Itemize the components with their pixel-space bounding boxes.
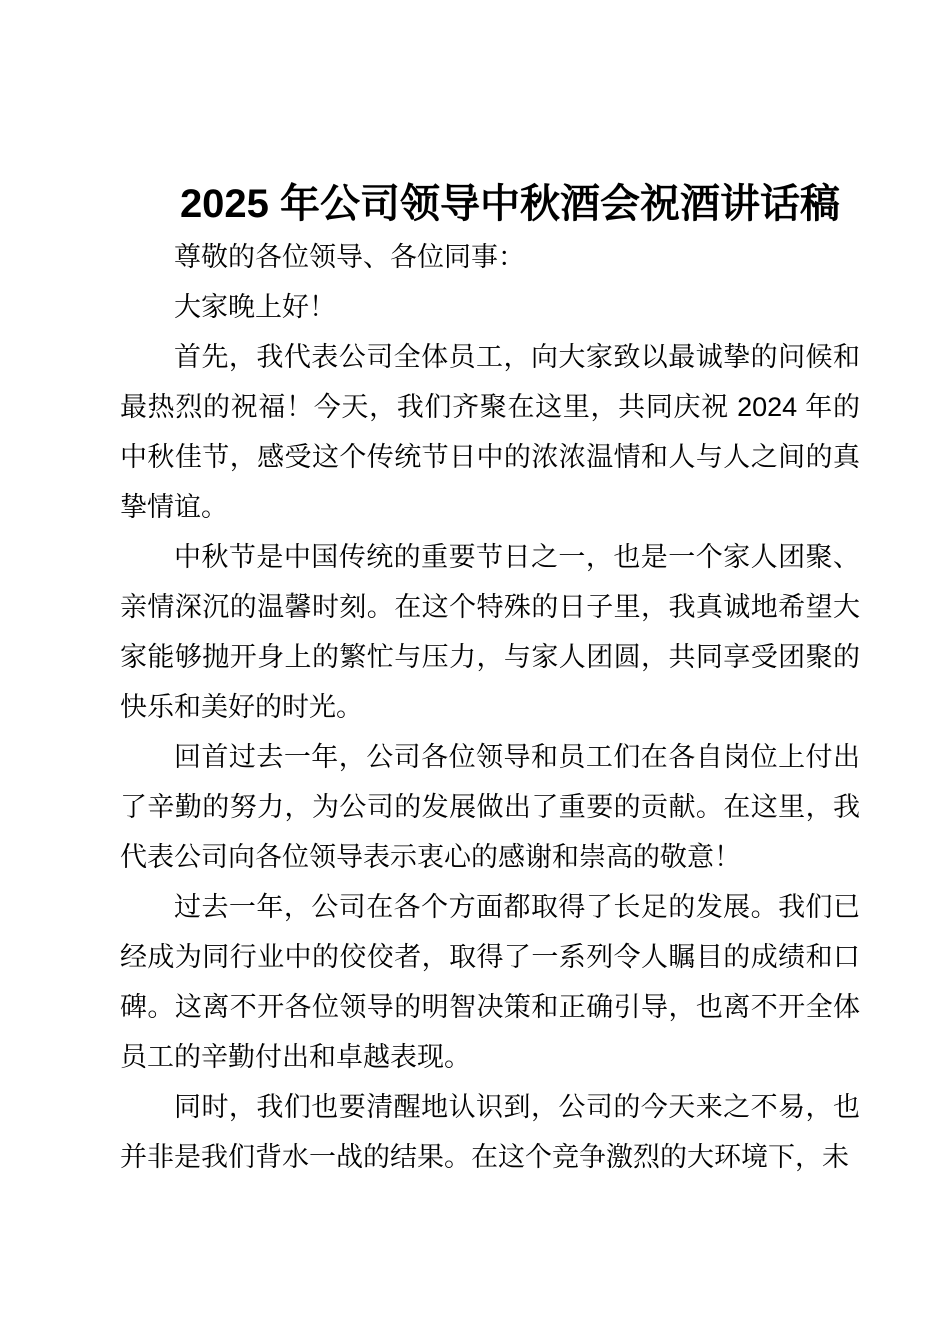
body-paragraph-4: 过去一年，公司在各个方面都取得了长足的发展。我们已经成为同行业中的佼佼者，取得了一系列令人瞩目的成绩和口碑。这离不开各位领导的明智决策和正确引导，也离不开全体员工的辛勤付出和卓越表现。 bbox=[120, 892, 860, 1072]
salutation-line: 尊敬的各位领导、各位同事： bbox=[174, 242, 525, 272]
body-paragraph-2: 中秋节是中国传统的重要节日之一，也是一个家人团聚、亲情深沉的温馨时刻。在这个特殊的日子里，我真诚地希望大家能够抛开身上的繁忙与压力，与家人团圆，共同享受团聚的快乐和美好的时光。 bbox=[120, 542, 860, 722]
body-paragraph-5-truncated: 同时，我们也要清醒地认识到，公司的今天来之不易，也并非是我们背水一战的结果。在这个竞争激烈的大环境下，未 bbox=[120, 1092, 860, 1172]
document-content bbox=[120, 176, 860, 1182]
body-paragraph-1: 首先，我代表公司全体员工，向大家致以最诚挚的问候和最热烈的祝福！今天，我们齐聚在这里，共同庆祝 2024 年的中秋佳节，感受这个传统节日中的浓浓温情和人与人之间的真挚情谊。 bbox=[120, 342, 860, 522]
document-title: 2025 年公司领导中秋酒会祝酒讲话稿 bbox=[179, 182, 841, 226]
greeting-line: 大家晚上好！ bbox=[174, 292, 336, 322]
body-paragraph-3: 回首过去一年，公司各位领导和员工们在各自岗位上付出了辛勤的努力，为公司的发展做出了重要的贡献。在这里，我代表公司向各位领导表示衷心的感谢和崇高的敬意！ bbox=[120, 742, 860, 872]
